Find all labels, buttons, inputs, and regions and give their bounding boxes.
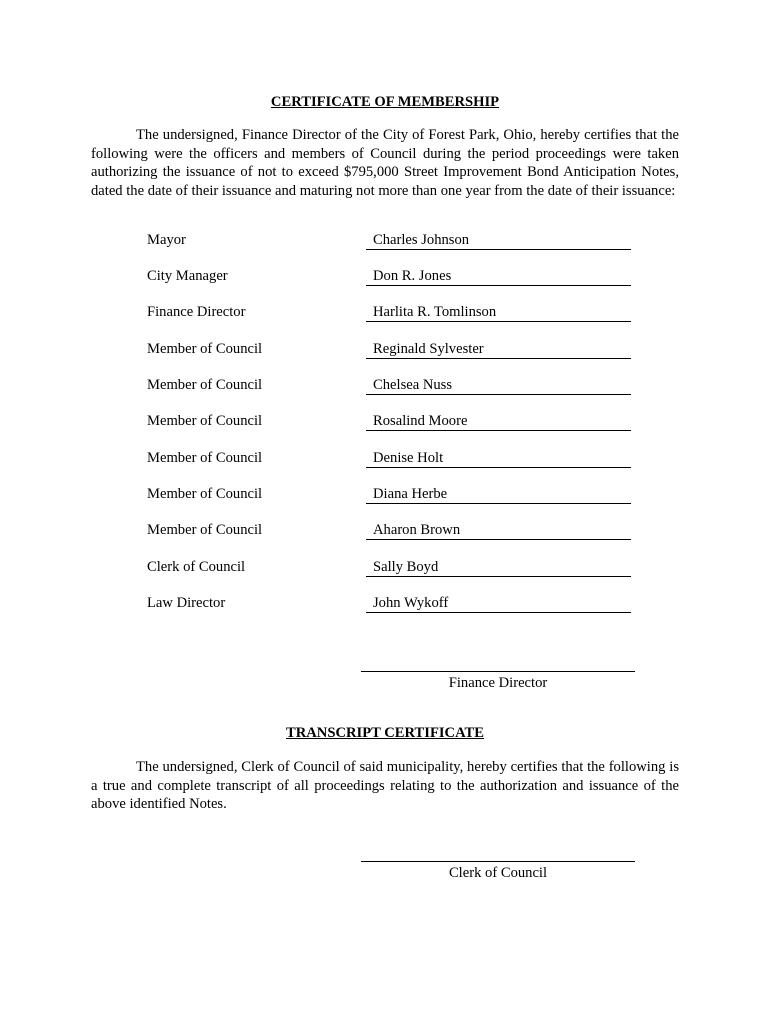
clerk-signature <box>361 861 635 882</box>
officer-title: Member of Council <box>147 377 263 393</box>
membership-paragraph: The undersigned, Finance Director of the City of Forest Park, Ohio, hereby certifies that the following were the officers and members of Council during the period proceedings were taken authorizing the issuance of not to exceed $795,000 Street Improvement Bond Anticipation Notes, dated the date of their issuance and maturing not more than one year from the date of their issuance: <box>91 127 679 199</box>
officer-title: Member of Council <box>147 341 263 357</box>
officer-row <box>0 522 770 544</box>
officer-title: Mayor <box>147 232 186 248</box>
officer-title: Member of Council <box>147 450 263 466</box>
officer-row <box>0 232 770 254</box>
officer-row <box>0 559 770 581</box>
officer-row <box>0 595 770 617</box>
officer-title: Member of Council <box>147 522 263 538</box>
officer-name: Rosalind Moore <box>366 413 631 431</box>
officer-name: Aharon Brown <box>366 522 631 540</box>
transcript-heading: TRANSCRIPT CERTIFICATE <box>285 725 485 741</box>
officer-row <box>0 450 770 472</box>
officer-title: Clerk of Council <box>147 559 246 575</box>
officer-title: Member of Council <box>147 486 263 502</box>
transcript-paragraph: The undersigned, Clerk of Council of said municipality, hereby certifies that the following is a true and complete transcript of all proceedings relating to the authorization and issuance of the above identified Notes. <box>91 759 679 812</box>
officer-name: Harlita R. Tomlinson <box>366 304 631 322</box>
officer-row <box>0 377 770 399</box>
officer-name: John Wykoff <box>366 595 631 613</box>
officer-name: Reginald Sylvester <box>366 341 631 359</box>
officer-name: Sally Boyd <box>366 559 631 577</box>
officer-title: Member of Council <box>147 413 263 429</box>
officer-title: Finance Director <box>147 304 246 320</box>
officer-row <box>0 304 770 326</box>
finance-director-signature <box>361 671 635 692</box>
officer-name: Diana Herbe <box>366 486 631 504</box>
membership-heading: CERTIFICATE OF MEMBERSHIP <box>270 94 500 110</box>
officer-name: Don R. Jones <box>366 268 631 286</box>
officer-name: Chelsea Nuss <box>366 377 631 395</box>
signature-label: Clerk of Council <box>448 865 548 881</box>
officer-title: Law Director <box>147 595 226 611</box>
officer-name: Denise Holt <box>366 450 631 468</box>
officer-row <box>0 413 770 435</box>
officer-row <box>0 341 770 363</box>
officer-row <box>0 268 770 290</box>
officer-row <box>0 486 770 508</box>
signature-label: Finance Director <box>448 675 548 691</box>
officer-title: City Manager <box>147 268 228 284</box>
officer-name: Charles Johnson <box>366 232 631 250</box>
